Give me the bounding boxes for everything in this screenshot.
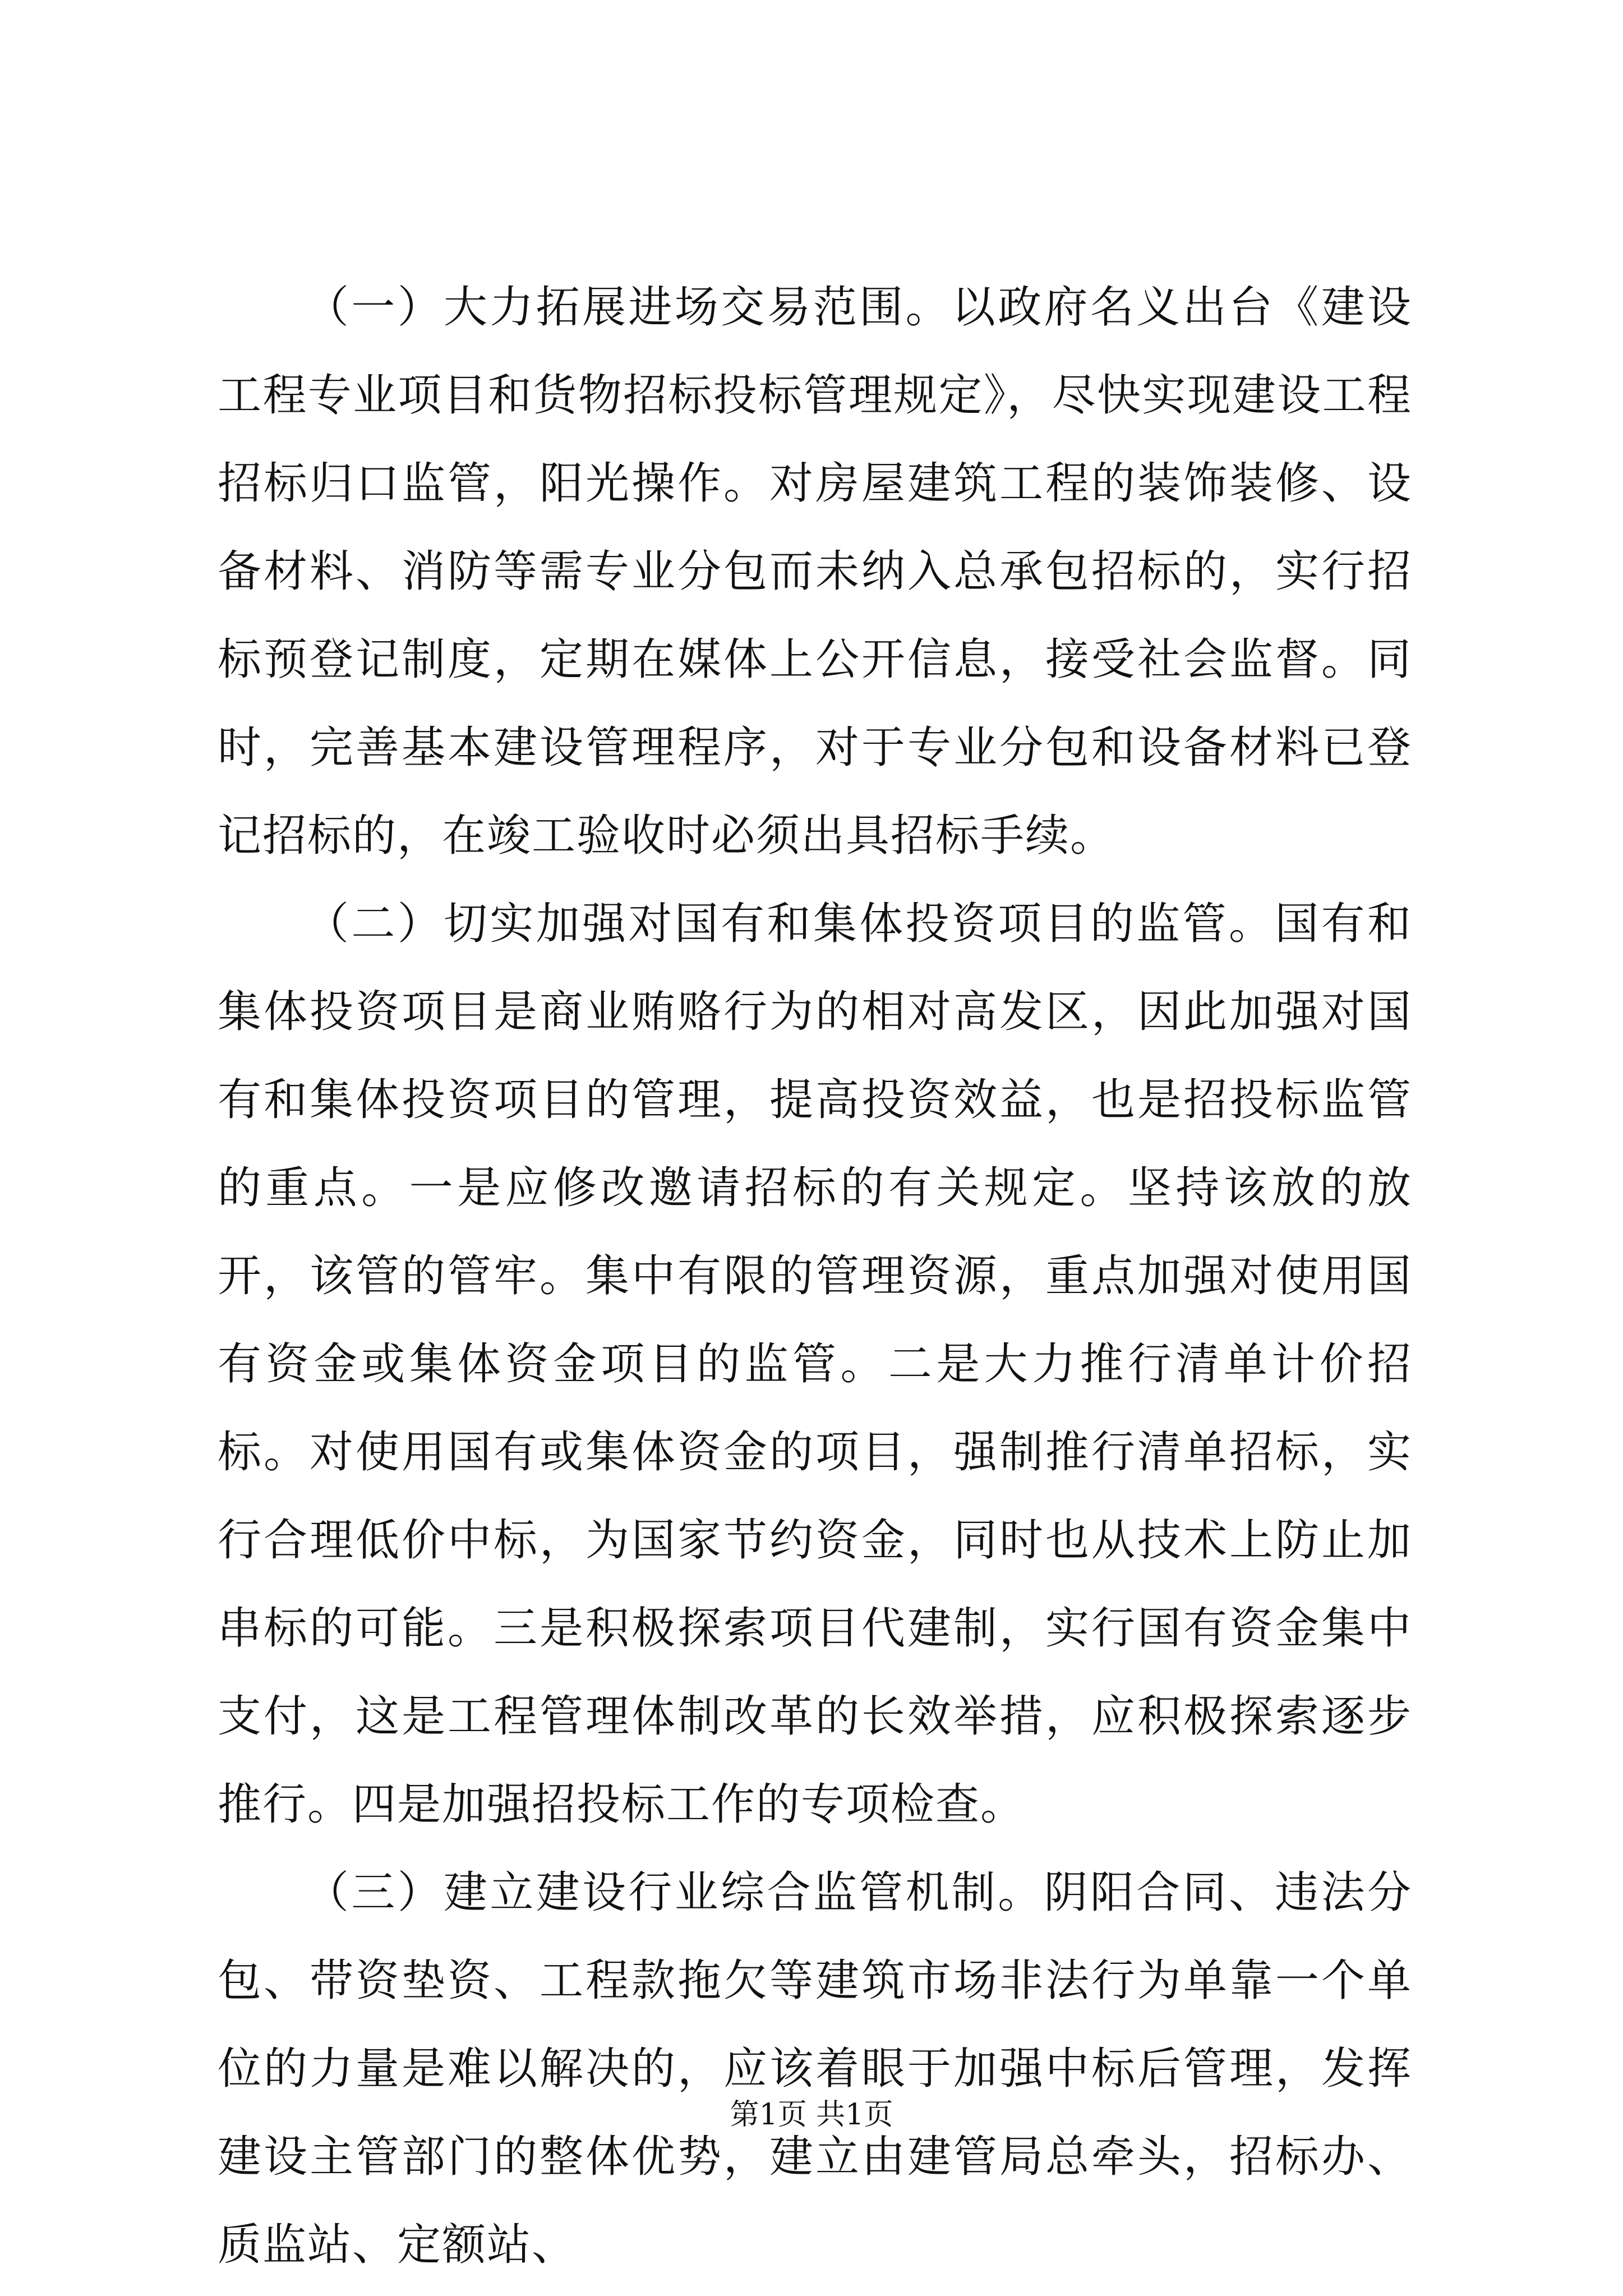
paragraph-1: （一）大力拓展进场交易范围。以政府名义出台《建设工程专业项目和货物招标投标管理规定》，尽快实现建设工程招标归口监管，阳光操作。对房屋建筑工程的装饰装修、设备材料、消防等需专业分包而未纳入总承包招标的，实行招标预登记制度，定期在媒体上公开信息，接受社会监督。同时，完善基本建设管理程序，对于专业分包和设备材料已登记招标的，在竣工验收时必须出具招标手续。: [218, 282, 1412, 861]
paragraph-3: （三）建立建设行业综合监管机制。阴阳合同、违法分包、带资垫资、工程款拖欠等建筑市场非法行为单靠一个单位的力量是难以解决的，应该着眼于加强中标后管理，发挥建设主管部门的整体优势，建立由建管局总牵头，招标办、质监站、定额站、: [218, 1867, 1412, 2270]
document-body: [218, 264, 1412, 2289]
paragraph-2: （二）切实加强对国有和集体投资项目的监管。国有和集体投资项目是商业贿赂行为的相对高发区，因此加强对国有和集体投资项目的管理，提高投资效益，也是招投标监管的重点。一是应修改邀请招标的有关规定。坚持该放的放开，该管的管牢。集中有限的管理资源，重点加强对使用国有资金或集体资金项目的监管。二是大力推行清单计价招标。对使用国有或集体资金的项目，强制推行清单招标，实行合理低价中标，为国家节约资金，同时也从技术上防止加串标的可能。三是积极探索项目代建制，实行国有资金集中支付，这是工程管理体制改革的长效举措，应积极探索逐步推行。四是加强招投标工作的专项检查。: [218, 899, 1412, 1830]
page-footer: 第1页 共1页: [730, 2098, 893, 2132]
